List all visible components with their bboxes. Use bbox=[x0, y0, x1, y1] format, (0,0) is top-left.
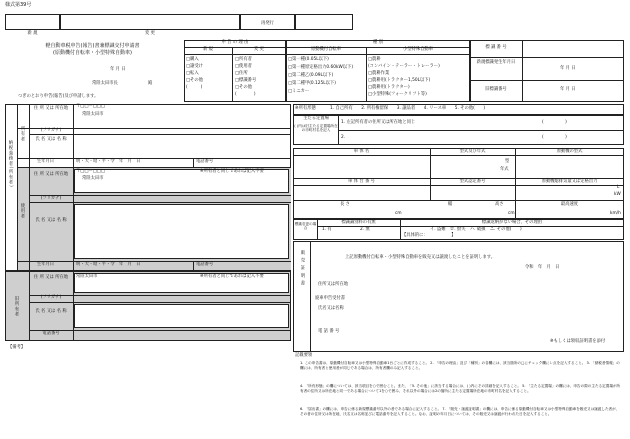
owner-birth-value[interactable]: 明・大・昭・平・令 年 月 日 bbox=[76, 159, 141, 164]
maker-label: 車 体 名 bbox=[353, 149, 370, 154]
title-date: 年 月 日 bbox=[110, 67, 126, 72]
reason-change-label: 変 更 bbox=[254, 47, 264, 52]
cert-body: 上記原動機付自転車・小型特殊自動車を販売又は譲渡したことを証明します。 bbox=[345, 255, 496, 260]
owner-tel-label: 電話番号 bbox=[196, 159, 214, 164]
plate-issue-label: 新規標識発生年月日 bbox=[476, 60, 516, 65]
speed-unit: km/h bbox=[610, 211, 621, 216]
model-label: 型式及び年式 bbox=[459, 149, 486, 154]
height-label: 高さ bbox=[495, 202, 504, 207]
user-birth-value[interactable]: 明・大・昭・平・令 年 月 日 bbox=[76, 262, 141, 267]
title-line2: (原動機付自転車・小型特殊自動車) bbox=[53, 50, 132, 56]
cert-name-label: 氏名又は名称 bbox=[318, 306, 344, 311]
moped-options[interactable]: □第一種(0.05L以下) □第一種原定格出力0.60kW以下) □第二種乙(0.09L以下) □第二種甲(0.125L以下) □ミニカー bbox=[288, 57, 354, 94]
abolish-none[interactable]: 2. 無 bbox=[360, 227, 370, 232]
declaration-note: つぎのとおり申告(報告)及び申請します。 bbox=[18, 94, 99, 99]
abolish-has[interactable]: 1. 有 bbox=[322, 227, 332, 232]
owner-label: 所有者 bbox=[19, 126, 25, 142]
height-unit: cm bbox=[508, 211, 515, 216]
cert-date[interactable]: 令和 年 月 日 bbox=[525, 265, 560, 270]
former-furigana-label: (フリガナ) bbox=[40, 295, 62, 300]
displacement-unit-kw: kW bbox=[614, 192, 621, 197]
moped-header: 原動機付自転車 bbox=[310, 47, 342, 52]
user-birth-label: 生年月日 bbox=[36, 262, 55, 267]
owner-class-options[interactable]: 1. 自己所有 2. 所有権留保 3. 譲品者 4. リース車 5. その他( ) bbox=[330, 106, 486, 111]
owner-furigana-label: (フリガナ) bbox=[40, 128, 62, 133]
notes-line1: 1. この申告書は、原動機付自転車又は小型特殊自動車1台ごとに作成すること。 2. 「申告の理由」及び「種別」の各欄には、該当箇所の□にチェック欄にレ点を記入すること。 3. 「納税者情報」の欄には、所有者と使用者が同じである場合は、所有者欄のみ記入すること。 bbox=[300, 361, 620, 371]
abolish-col1: 標識識別料の有無 bbox=[341, 220, 376, 225]
remarks-label: 【備考】 bbox=[8, 345, 26, 350]
reissue-label: 再発行 bbox=[261, 21, 274, 26]
change-box[interactable] bbox=[60, 14, 240, 30]
cert-title-hidden: 廃車申告受付書 bbox=[315, 296, 346, 301]
honorific: 殿 bbox=[148, 81, 153, 86]
former-same-note: ※所有者と同じであれば記入不要 bbox=[200, 274, 264, 279]
max-speed-label: 最高速度 bbox=[560, 202, 579, 207]
cert-tel-label: 電 話 番 号 bbox=[318, 329, 340, 334]
user-same-note: ※所有者と同じであれば記入不要 bbox=[200, 169, 264, 174]
user-name-input[interactable] bbox=[74, 204, 289, 259]
displacement-unit-l: L bbox=[617, 185, 620, 190]
taxpayer-section-label: 納税義務者(所有者) bbox=[7, 140, 13, 188]
reason-change-options[interactable]: □所有者 □使用者 □住所 □標識番号 □その他 ( ) bbox=[235, 57, 257, 97]
storage-sub: ( )内は旧主たる定置場所在の市町村名を記入 bbox=[294, 124, 338, 133]
user-label: 使用者 bbox=[19, 203, 25, 219]
plate-issue-date[interactable]: 年 月 日 bbox=[560, 66, 576, 71]
special-header: 小型特殊自動車 bbox=[402, 47, 434, 52]
owner-address-label: 住 所 又は 所在地 bbox=[33, 106, 69, 111]
storage-opt2[interactable]: 2. bbox=[341, 135, 346, 140]
former-tel-label: 電話番号 bbox=[42, 331, 60, 336]
owner-postal[interactable]: 〒□□－□□□ bbox=[76, 104, 105, 109]
former-address-value[interactable]: 常陸太田市 bbox=[76, 274, 98, 279]
engine-label: 原動機の型式 bbox=[556, 149, 583, 154]
reason-new-label: 新 規 bbox=[203, 47, 213, 52]
abolish-label: 標識変更の場合 bbox=[294, 222, 317, 231]
notes-title: 記載要領 bbox=[295, 353, 313, 358]
cert-side-label: 販 売 証 明 書 bbox=[299, 250, 305, 286]
owner-class-label: ※所有形態 bbox=[295, 106, 316, 111]
storage-opt1[interactable]: 1. 左記所有者の住所又は所在地と同じ bbox=[341, 120, 416, 125]
owner-birth-label: 生年月日 bbox=[36, 159, 55, 164]
kinds-header: 種 別 bbox=[373, 40, 383, 45]
abolish-specific[interactable]: 【具体的に： 】 bbox=[402, 233, 456, 238]
cert-stamp-note: ※もしくは領収証明書を添付 bbox=[550, 339, 606, 344]
cert-address-label: 住所又は所在地 bbox=[318, 282, 349, 287]
storage-label: 主たる定置場 bbox=[303, 116, 329, 121]
reissue-check-box[interactable] bbox=[295, 14, 353, 30]
new-label: 新 規 bbox=[27, 31, 38, 36]
plate-return-date[interactable]: 年 月 日 bbox=[560, 87, 576, 92]
addressee: 常陸太田市長 bbox=[92, 81, 118, 86]
change-label: 変 更 bbox=[145, 31, 155, 36]
user-address-value[interactable]: 常陸太田市 bbox=[82, 176, 104, 181]
vin-label: 車 体 台 番 号 bbox=[348, 179, 375, 184]
plate-number-label: 標 識 番 号 bbox=[485, 45, 507, 50]
former-name-label: 氏 名 又は 名 称 bbox=[35, 309, 67, 314]
type-code-label: 型式認定番号 bbox=[459, 179, 486, 184]
title-line1: 軽自動車税申告(報告)書兼標識交付申請書 bbox=[45, 43, 140, 49]
user-name-label: 氏 名 又は 名 称 bbox=[35, 218, 67, 223]
new-box[interactable] bbox=[5, 14, 60, 30]
form-number: 様式第39号 bbox=[5, 2, 32, 8]
user-tel-label: 電話番号 bbox=[196, 262, 214, 267]
length-unit: cm bbox=[395, 211, 402, 216]
owner-name-label: 氏 名 又は 名 称 bbox=[35, 137, 67, 142]
user-furigana-label: (フリガナ) bbox=[40, 196, 62, 201]
notes-line2: 4. 「所有形態」の欄については、該当項目を○で囲むこと。また、「5. その他」に該当する場合には、( )内にその詳細を記入すること。 5. 「主たる定置場」の欄には、申告の際の主たる定置場が所有者の住所又は所在地と同一である場合について1を○で囲み、それ以外の場合には2の箇所に主たる定置場所在地の市町村名を記入すること。 bbox=[300, 384, 621, 394]
plate-return-label: 旧標識番号 bbox=[485, 87, 507, 92]
user-address-label: 住 所 又は 所在地 bbox=[33, 172, 69, 177]
owner-address-value[interactable]: 常陸太田市 bbox=[82, 112, 104, 117]
special-options[interactable]: □農耕 (コンバイン・テーラー・トレーラー) □農耕作業 □農耕用(トラクター1,50L以下) □農耕用(トラクター) □小型特殊(フォークリフト等) bbox=[368, 57, 440, 97]
former-address-label: 住 所 又は 所在地 bbox=[33, 275, 69, 280]
model-unit: 型 bbox=[505, 159, 510, 164]
year-unit: 年式 bbox=[500, 167, 509, 172]
notes-line3: 6. 「届出書」の欄には、申告に係る新規標識番号以外の者である場合に記入すること。 7. 「販売・譲渡証明書」の欄には、申告に係る原動機付自転車又は小型特殊自動車を販売又は譲渡した者が、その者の住所又は所在地、氏名又は名称並びに電話番号を記入すること。なお、証明の年月日については、その販売又は譲渡が行われた日を記入すること。 bbox=[300, 407, 620, 417]
displacement-label: 原動機総排気量又は定格出力 bbox=[541, 179, 598, 184]
width-label: 幅 bbox=[448, 202, 453, 207]
reason-header: 申 告 の 理 由 bbox=[221, 40, 249, 45]
former-label: 旧所有者 bbox=[13, 296, 19, 318]
length-label: 長 さ bbox=[340, 202, 350, 207]
abolish-reasons[interactable]: イ. 盗難 ロ. 紛失 ハ. 破損 ニ. その他( ) bbox=[430, 227, 522, 232]
reason-new-options[interactable]: □購入 □譲受け □転入 □その他 ( ) bbox=[186, 57, 203, 90]
former-name-input[interactable] bbox=[74, 304, 289, 328]
abolish-col2: 標識返納がない場合、その理由 bbox=[481, 220, 543, 225]
user-postal[interactable]: 〒□□－□□□ bbox=[76, 169, 105, 174]
